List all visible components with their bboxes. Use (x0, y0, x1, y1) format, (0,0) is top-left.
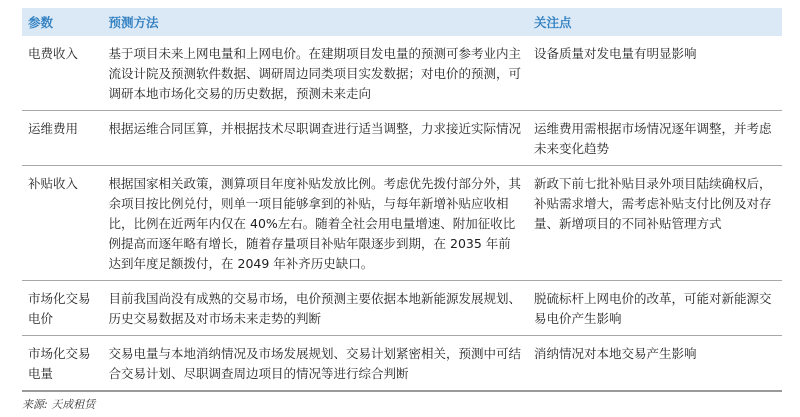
table-row (22, 111, 782, 166)
table-header (22, 8, 782, 36)
method-cell: 基于项目未来上网电量和上网电价。在建期项目发电量的预测可参考业内主流设计院及预测软件数据、调研周边同类项目实发数据；对电价的预测，可调研本地市场化交易的历史数据，预测未来走向 (103, 36, 528, 111)
table-row (22, 36, 782, 111)
table-row (22, 336, 782, 392)
source-note: 来源: 天成租赁 (22, 398, 96, 411)
param-cell: 运维费用 (22, 111, 103, 166)
param-cell: 补贴收入 (22, 166, 103, 281)
header-focus: 关注点 (528, 8, 782, 36)
focus-cell: 消纳情况对本地交易产生影响 (528, 336, 782, 392)
method-cell: 根据国家相关政策，测算项目年度补贴发放比例。考虑优先拨付部分外，其余项目按比例兑付，则单一项目能够拿到的补贴，与每年新增补贴应收相比，比例在近两年内仅在 40%左右。随着全社会用电量增速、附加征收比例提高而逐年略有增长，随着存量项目补贴年限逐步到期，在 2035 年前达到年度足额拨付，在 2049 年补齐历史缺口。 (103, 166, 528, 281)
focus-cell: 脱硫标杆上网电价的改革，可能对新能源交易电价产生影响 (528, 281, 782, 336)
param-cell: 市场化交易电价 (22, 281, 103, 336)
prediction-table (22, 8, 782, 392)
focus-cell: 新政下前七批补贴目录外项目陆续确权后，补贴需求增大，需考虑补贴支付比例及对存量、新增项目的不同补贴管理方式 (528, 166, 782, 281)
focus-cell: 设备质量对发电量有明显影响 (528, 36, 782, 111)
param-cell: 市场化交易电量 (22, 336, 103, 392)
method-cell: 根据运维合同匡算，并根据技术尽职调查进行适当调整，力求接近实际情况 (103, 111, 528, 166)
header-method: 预测方法 (103, 8, 528, 36)
table-row (22, 166, 782, 281)
table-row (22, 281, 782, 336)
method-cell: 目前我国尚没有成熟的交易市场，电价预测主要依据本地新能源发展规划、历史交易数据及对市场未来走势的判断 (103, 281, 528, 336)
focus-cell: 运维费用需根据市场情况逐年调整，并考虑未来变化趋势 (528, 111, 782, 166)
param-cell: 电费收入 (22, 36, 103, 111)
method-cell: 交易电量与本地消纳情况及市场发展规划、交易计划紧密相关，预测中可结合交易计划、尽职调查周边项目的情况等进行综合判断 (103, 336, 528, 392)
header-param: 参数 (22, 8, 103, 36)
